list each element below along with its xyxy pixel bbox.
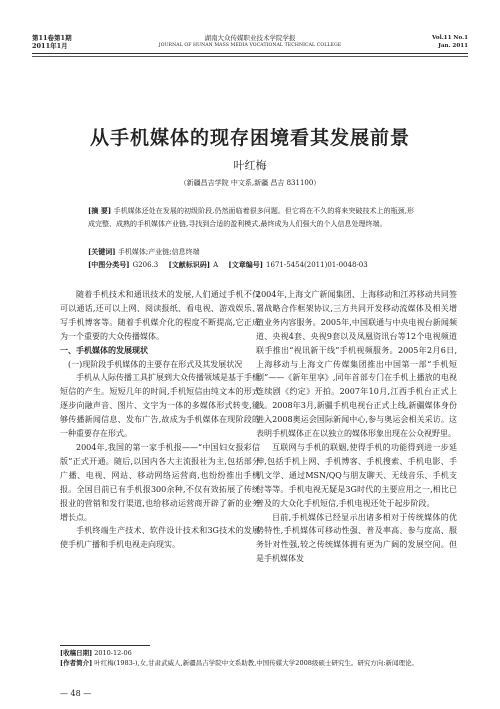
- paragraph: 手机从人际传播工具扩展到大众传播领域是基于手机短信的产生。短短几年的时间,手机短信由纯文本的形式逐步向融声音、图片、文字为一体的多媒体形式转变,能够传播新闻信息、发布广告,故成为手机媒体在现阶段的一种重要存在形式。: [60, 373, 260, 439]
- journal-name-en: JOURNAL OF HUNAN MASS MEDIA VOCATIONAL TECHNICAL COLLEGE: [158, 43, 342, 48]
- body-column-right: [256, 288, 457, 566]
- journal-name: [32, 34, 468, 50]
- article-id-label: [文章编号]: [228, 260, 264, 269]
- author-bio: [60, 658, 440, 668]
- subsection-heading: (一)现阶段手机媒体的主要存在形式及其发展状况: [68, 359, 243, 369]
- issue-volume: 第11卷第1期: [32, 34, 72, 42]
- clc-label: [中图分类号]: [88, 260, 130, 269]
- paragraph: 目前,手机媒体已经显示出诸多相对于传统媒体的优势特性,手机媒体可移动性强、普及率高、参与度高、服务针对性强,较之传统媒体拥有更为广阔的发展空间。但是手机媒体发: [256, 512, 457, 564]
- received-value: 2010-12-06: [94, 649, 132, 657]
- issue-date-en: Jan. 2011: [438, 43, 468, 49]
- abstract: [88, 205, 414, 230]
- header-rule-thick: [32, 53, 468, 54]
- paragraph: 2004年,上海文广新闻集团、上海移动和江苏移动共同签署战略合作框架协议,三方共同开发移动流媒体及相关增值业务内容服务。2005年,中国联通与中央电视台新闻频道、央视4套、央视9套以及凤凰资讯台等12个电视频道联手推出“视讯新干线”手机视频服务。2005年2月6日,上海移动与上海文广传媒集团推出中国第一部“手机短剧”——《新年里享》,同年首部专门在手机上播放的电视连续剧《约定》开拍。2007年10月,江西手机台正式上线。2008年3月,新疆手机电视台正式上线,新疆媒体身份进入2008奥运会国际新闻中心,参与奥运会相关采访。这表明手机媒体正在以独立的媒体形象出现在公众视野里。: [256, 290, 457, 439]
- footnotes: [60, 648, 440, 668]
- section-heading: 一、手机媒体的发展现状: [60, 345, 148, 355]
- keywords: [88, 246, 414, 258]
- issue-info-en: [432, 34, 468, 50]
- journal-name-cn: 湖南大众传媒职业技术学院学报: [204, 34, 296, 42]
- abstract-label: [摘 要]: [88, 206, 112, 215]
- received-date: [60, 648, 440, 658]
- paper-author: 叶红梅: [233, 159, 267, 172]
- issue-date: 2011年1月: [32, 42, 68, 50]
- author-bio-text: 叶红梅(1983-),女,甘肃武威人,新疆昌吉学院中文系助教,中国传媒大学2008级硕士研究生。研究方向:新闻理论。: [94, 659, 419, 667]
- paragraph: 2004年,我国的第一家手机报——“中国妇女报彩信版”正式开通。随后,以国内各大主流报社为主,包括部分广播、电视、网站、移动网络运营商,也纷纷推出手机报。全国目前已有手机报300余种,不仅有效拓展了传统报业的营销和发行渠道,也给移动运营商开辟了新的业务增长点。: [60, 442, 260, 522]
- body-column-left: [60, 288, 260, 552]
- author-affiliation: （新疆昌吉学院 中文系,新疆 昌吉 831100）: [179, 179, 321, 187]
- page-number: — 48 —: [60, 689, 92, 698]
- footnote-rule: [60, 645, 150, 646]
- keywords-text: 手机媒体;产业链;信息终端: [117, 248, 200, 256]
- paragraph: 随着手机技术和通讯技术的发展,人们通过手机不仅可以通话,还可以上网、阅读报纸、看电视、游戏娱乐、写手机博客等。随着手机媒介化的程度不断提高,它正成为一个重要的大众传播媒体。: [60, 290, 260, 341]
- paragraph: 互联网与手机的联姻,使得手机的功能得到进一步延伸,包括手机上网、手机博客、手机搜索、手机电影、手机文学、通过MSN/QQ与朋友聊天、无线音乐、手机支付等等。手机电视无疑是3G时代的主要应用之一,相比已普及的大众化手机短信,手机电视还处于起步阶段。: [256, 442, 457, 508]
- doc-code-value: A: [213, 261, 219, 269]
- abstract-text: 手机媒体还处在发展的初级阶段,仍然面临着很多问题。但它将在不久的将来突破技术上的瓶颈,形成完整、成熟的手机媒体产业链,寻找到合适的盈利模式,最终成为人们强大的个人信息处理终端。: [88, 207, 414, 228]
- author-bio-label: [作者简介]: [60, 659, 93, 667]
- issue-volume-en: Vol.11 No.1: [432, 35, 468, 41]
- received-label: [收稿日期]: [60, 649, 93, 657]
- paper-title: 从手机媒体的现存困境看其发展前景: [89, 127, 410, 149]
- keywords-label: [关键词]: [88, 247, 116, 256]
- clc-value: G206.3: [132, 261, 159, 269]
- header-rule-thin: [32, 56, 468, 57]
- article-id-value: 1671-5454(2011)01-0048-03: [266, 261, 368, 269]
- paragraph: 手机终端生产技术、软件设计技术和3G技术的发展使手机广播和手机电视走向现实。: [60, 526, 260, 550]
- classification-line: [88, 259, 414, 271]
- doc-code-label: [文献标识码]: [168, 260, 211, 269]
